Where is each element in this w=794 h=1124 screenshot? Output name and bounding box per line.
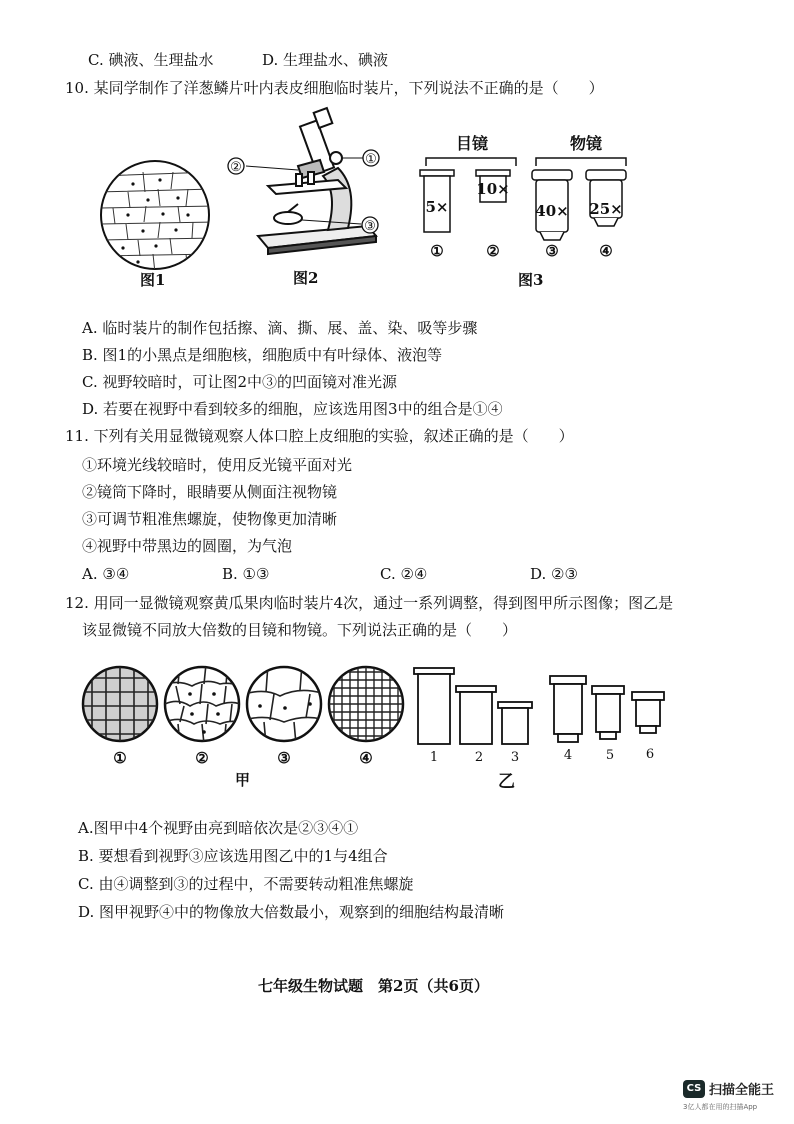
q12-field-1: [80, 664, 160, 744]
q12-jia-label-1: ①: [113, 749, 127, 767]
q10-fig3-lens-3-num: ③: [545, 242, 559, 260]
q10-figure-1-caption: 图1: [140, 271, 166, 289]
q10-figure-2-labels: [228, 108, 398, 258]
q10-fig3-lens-4-mag: 25×: [589, 200, 623, 218]
q10-fig2-label-3: ③: [364, 219, 376, 234]
q11-stem: 11. 下列有关用显微镜观察人体口腔上皮细胞的实验，叙述正确的是（ ）: [65, 427, 574, 445]
q11-option-b: B. ①③: [222, 565, 270, 583]
q10-fig2-label-2: ②: [230, 160, 242, 175]
q10-figure-2-caption: 图2: [293, 269, 319, 287]
q12-figure-yi-labels: [412, 746, 672, 766]
q12-option-d: D. 图甲视野④中的物像放大倍数最小，观察到的细胞结构最清晰: [78, 903, 505, 921]
q12-field-3: [245, 664, 325, 744]
q11-statement-2: ②镜筒下降时，眼睛要从侧面注视物镜: [82, 483, 338, 501]
q10-fig3-lens-1-mag: 5×: [425, 198, 449, 216]
q10-option-c: C. 视野较暗时，可让图2中③的凹面镜对准光源: [82, 373, 398, 391]
q12-jia-label-4: ④: [359, 749, 373, 767]
q10-stem: 10. 某同学制作了洋葱鳞片叶内表皮细胞临时装片，下列说法不正确的是（ ）: [65, 79, 604, 97]
q12-figure-jia-fields: [80, 664, 420, 754]
q10-fig3-lens-3-mag: 40×: [535, 202, 569, 220]
q11-option-d: D. ②③: [530, 565, 578, 583]
q10-fig3-lens-1-num: ①: [430, 242, 444, 260]
q10-fig3-objective-heading: 物镜: [570, 134, 603, 153]
q10-option-d: D. 若要在视野中看到较多的细胞，应该选用图3中的组合是①④: [82, 400, 503, 418]
q11-statement-4: ④视野中带黑边的圆圈，为气泡: [82, 537, 293, 555]
q11-option-c: C. ②④: [380, 565, 428, 583]
q12-option-a: A.图甲中4个视野由亮到暗依次是②③④①: [78, 819, 359, 837]
q12-jia-label-2: ②: [195, 749, 209, 767]
q10-figure-1-onion-cells: [98, 158, 213, 273]
scanner-watermark: [683, 1078, 783, 1118]
q10-option-b: B. 图1的小黑点是细胞核，细胞质中有叶绿体、液泡等: [82, 346, 443, 364]
q11-option-a: A. ③④: [82, 565, 130, 583]
q12-yi-label-2: 2: [474, 750, 484, 765]
q12-yi-label-1: 1: [429, 750, 439, 765]
q12-jia-label-3: ③: [277, 749, 291, 767]
q12-yi-label-3: 3: [510, 750, 520, 765]
q12-yi-label-4: 4: [563, 748, 573, 763]
q12-field-2: [165, 664, 240, 744]
q12-option-c: C. 由④调整到③的过程中，不需要转动粗准焦螺旋: [78, 875, 414, 893]
page-footer: 七年级生物试题 第2页（共6页）: [258, 977, 489, 995]
q12-figure-jia-caption: 甲: [235, 771, 251, 789]
q11-statement-1: ①环境光线较暗时，使用反光镜平面对光: [82, 456, 353, 474]
camscanner-logo-icon: CS: [683, 1080, 705, 1098]
q10-figure-3-lenses: [416, 152, 646, 262]
q12-stem-line2: 该显微镜不同放大倍数的目镜和物镜。下列说法正确的是（ ）: [82, 621, 518, 639]
q9-option-d: D. 生理盐水、碘液: [262, 51, 389, 69]
q10-fig3-eyepiece-heading: 目镜: [456, 134, 489, 153]
q10-option-a: A. 临时装片的制作包括擦、滴、撕、展、盖、染、吸等步骤: [82, 319, 478, 337]
q12-yi-label-6: 6: [645, 747, 655, 762]
watermark-title: 扫描全能王: [709, 1083, 775, 1098]
q10-fig3-lens-2-mag: 10×: [476, 180, 510, 198]
q10-fig3-lens-2-num: ②: [486, 242, 500, 260]
q9-option-c: C. 碘液、生理盐水: [88, 51, 214, 69]
q12-stem-line1: 12. 用同一显微镜观察黄瓜果肉临时装片4次，通过一系列调整，得到图甲所示图像；图乙是: [65, 594, 674, 612]
q11-statement-3: ③可调节粗准焦螺旋，使物像更加清晰: [82, 510, 338, 528]
q12-yi-label-5: 5: [605, 748, 615, 763]
q12-figure-jia-labels: [80, 748, 420, 768]
watermark-subtitle: 3亿人都在用的扫描App: [683, 1103, 758, 1111]
q10-fig3-lens-4-num: ④: [599, 242, 613, 260]
q12-field-4: [328, 664, 405, 744]
q10-fig2-label-1: ①: [365, 152, 377, 167]
q12-figure-yi-caption: 乙: [498, 772, 515, 792]
q10-figure-3-caption: 图3: [518, 271, 544, 289]
q12-option-b: B. 要想看到视野③应该选用图乙中的1与4组合: [78, 847, 388, 865]
